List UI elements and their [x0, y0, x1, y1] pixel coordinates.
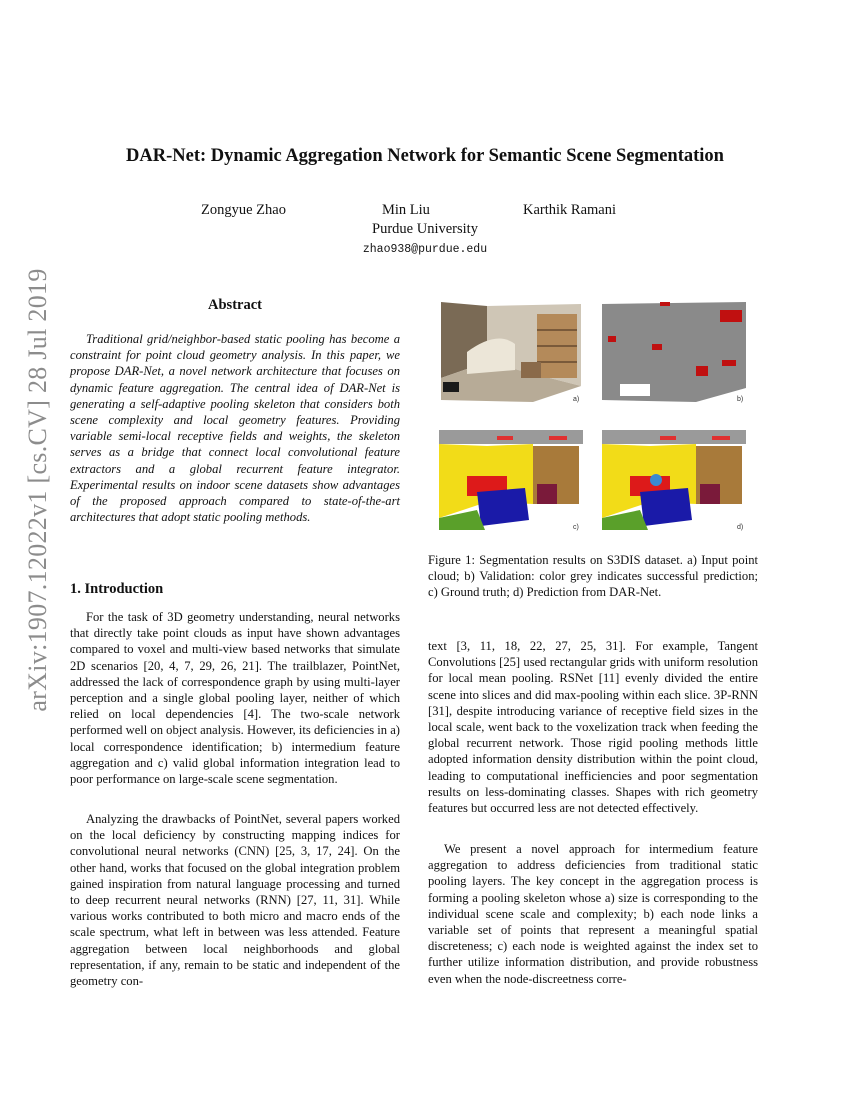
panel-label-c: c)	[573, 524, 579, 531]
figure-panel-prediction	[600, 428, 748, 532]
email: zhao938@purdue.edu	[362, 243, 488, 256]
arxiv-id: arXiv:1907.12022v1 [cs.CV] 28 Jul 2019	[23, 268, 52, 712]
panel-label-d: d)	[737, 524, 744, 531]
intro-paragraph-4: We present a novel approach for intermedium feature aggregation to address deficiencies from traditional static pooling layers. The key concept in the aggregation process is forming a pooling skeleton whose a) size is corresponding to the individual scene scale and complexity; b) each node links a variable set of points that represent a meaningful spatial discreteness; c) each node is weighted against the index set to further utilize information distribution, and provide robustness even when the node-discreetness corre-	[428, 842, 758, 986]
panel-label-b: b)	[737, 396, 744, 403]
author-2: Min Liu	[382, 202, 430, 218]
intro-paragraph-1: For the task of 3D geometry understanding, neural networks that directly take point clouds as input have shown advantages compared to voxel and multi-view based networks that simulate 2D scenarios [20, 4, 7, 29, 26, 21]. The trailblazer, PointNet, addressed the lack of correspondence graph by using multi-layer perception and a single global pooling layer, neither of which relied on local dependencies [4]. The two-scale network performed well on object analysis. However, its deficiencies in a) local correspondence identification; b) intermedium feature aggregation and c) valid global information integration lead to poor performance on large-scale scene segmentation.	[70, 610, 400, 787]
author-3: Karthik Ramani	[523, 202, 617, 218]
paper-title: DAR-Net: Dynamic Aggregation Network for Semantic Scene Segmentation	[126, 146, 724, 166]
affiliation: Purdue University	[372, 221, 478, 237]
author-1: Zongyue Zhao	[201, 202, 286, 218]
section-heading: 1. Introduction	[70, 581, 164, 597]
abstract-heading: Abstract	[208, 297, 262, 313]
arxiv-stamp	[23, 268, 52, 712]
intro-paragraph-2: Analyzing the drawbacks of PointNet, several papers worked on the local deficiency by constructing mapping indices for convolutional neural networks (CNN) [25, 3, 17, 24]. On the other hand, works that focused on the global integration problem gained inspiration from natural language processing and turned to deep recurrent neural networks (RNN) [27, 11, 31]. While various works contributed to both micro and macro ends of the scale spectrum, what left in between was less attended. Feature aggregation between local neighborhoods and global representation, if any, remain to be static and independent of the geometry con-	[70, 812, 400, 989]
figure-panel-input	[437, 300, 585, 404]
figure-panel-validation	[600, 300, 748, 404]
figure-panel-ground-truth	[437, 428, 585, 532]
panel-label-a: a)	[573, 396, 580, 403]
figure-caption: Figure 1: Segmentation results on S3DIS dataset. a) Input point cloud; b) Validation: color grey indicates successful prediction; c) Ground truth; d) Prediction from DAR-Net.	[428, 553, 758, 600]
abstract-text: Traditional grid/neighbor-based static pooling has become a constraint for point cloud geometry analysis. In this paper, we propose DAR-Net, a novel network architecture that focuses on dynamic feature aggregation. The central idea of DAR-Net is generating a self-adaptive pooling skeleton that considers both scene complexity and local geometry features. Providing variable semi-local receptive fields and weights, the skeleton serves as a bridge that connect local convolutional feature extractors and a global recurrent feature integrator. Experimental results on indoor scene datasets show advantages of the proposed approach compared to state-of-the-art architectures that adopt static pooling methods.	[70, 332, 400, 525]
intro-paragraph-3: text [3, 11, 18, 22, 27, 25, 31]. For example, Tangent Convolutions [25] used rectangular grids with uniform resolution for local mean pooling. RSNet [11] evenly divided the entire scene into slices and did max-pooling within each slice. 3P-RNN [31], despite introducing variance of receptive field sizes in the local scale, went back to the voxelization track when feeding the global recurrent network. Those rigid pooling methods little adopted information density distribution within the point cloud, leading to computational inefficiencies and poor segmentation results on less-dominating classes. Shapes with rich geometry features but occurred less are not detected effectively.	[428, 639, 758, 816]
